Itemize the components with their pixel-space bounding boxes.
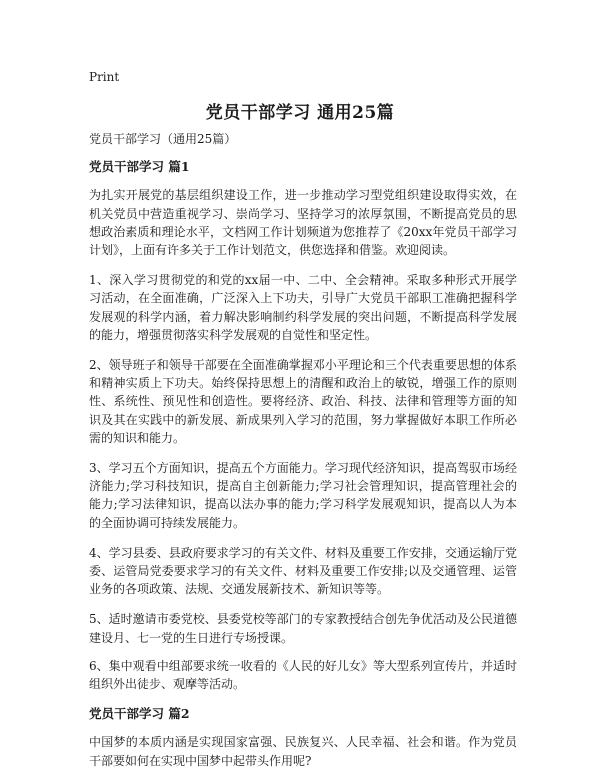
section-heading-2: 党员干部学习 篇2 (89, 706, 190, 722)
paragraph: 1、深入学习贯彻党的和党的xx届一中、二中、全会精神。采取多种形式开展学习活动，在全面准确，广泛深入上下功夫，引导广大党员干部职工准确把握科学发展观的科学内涵，着力解决影响制约科学发展的突出问题，不断提高科学发展的能力，增强贯彻落实科学发展观的自觉性和坚定性。 (89, 273, 517, 342)
paragraph: 4、学习县委、县政府要求学习的有关文件、材料及重要工作安排，交通运输厅党委、运管局党委要求学习的有关文件、材料及重要工作安排;以及交通管理、运管业务的各项政策、法规、交通发展新技术、新知识等等。 (89, 545, 517, 597)
print-button[interactable]: Print (89, 70, 120, 84)
paragraph: 5、适时邀请市委党校、县委党校等部门的专家教授结合创先争优活动及公民道德建设月、七一党的生日进行专场授课。 (89, 612, 517, 645)
paragraph: 2、领导班子和领导干部要在全面准确掌握邓小平理论和三个代表重要思想的体系和精神实质上下功夫。始终保持思想上的清醒和政治上的敏锐，增强工作的原则性、系统性、预见性和创造性。要将经济、政治、科技、法律和管理等方面的知识及其在实践中的新发展、新成果列入学习的范围，努力掌握做好本职工作所必需的知识和能力。 (89, 358, 517, 445)
paragraph: 中国梦的本质内涵是实现国家富强、民族复兴、人民幸福、社会和谐。作为党员干部要如何在实现中国梦中起带头作用呢? (89, 735, 517, 768)
paragraph: 3、学习五个方面知识，提高五个方面能力。学习现代经济知识，提高驾驭市场经济能力;学习科技知识，提高自主创新能力;学习社会管理知识，提高管理社会的能力;学习法律知识，提高以法办事的能力;学习科学发展观知识，提高以人为本的全面协调可持续发展能力。 (89, 461, 517, 530)
paragraph: 为扎实开展党的基层组织建设工作，进一步推动学习型党组织建设取得实效，在机关党员中营造重视学习、崇尚学习、坚持学习的浓厚氛围，不断提高党员的思想政治素质和理论水平，文档网工作计划频道为您推荐了《20xx年党员干部学习计划》，上面有许多关于工作计划范文，供您选择和借鉴。欢迎阅读。 (89, 188, 517, 258)
document-subtitle: 党员干部学习（通用25篇） (89, 132, 237, 146)
document-body (89, 130, 517, 782)
document-title: 党员干部学习 通用25篇 (205, 103, 395, 123)
section-heading-1: 党员干部学习 篇1 (89, 159, 190, 175)
paragraph: 6、集中观看中组部要求统一收看的《人民的好儿女》等大型系列宣传片，并适时组织外出徒步、观摩等活动。 (89, 658, 517, 692)
